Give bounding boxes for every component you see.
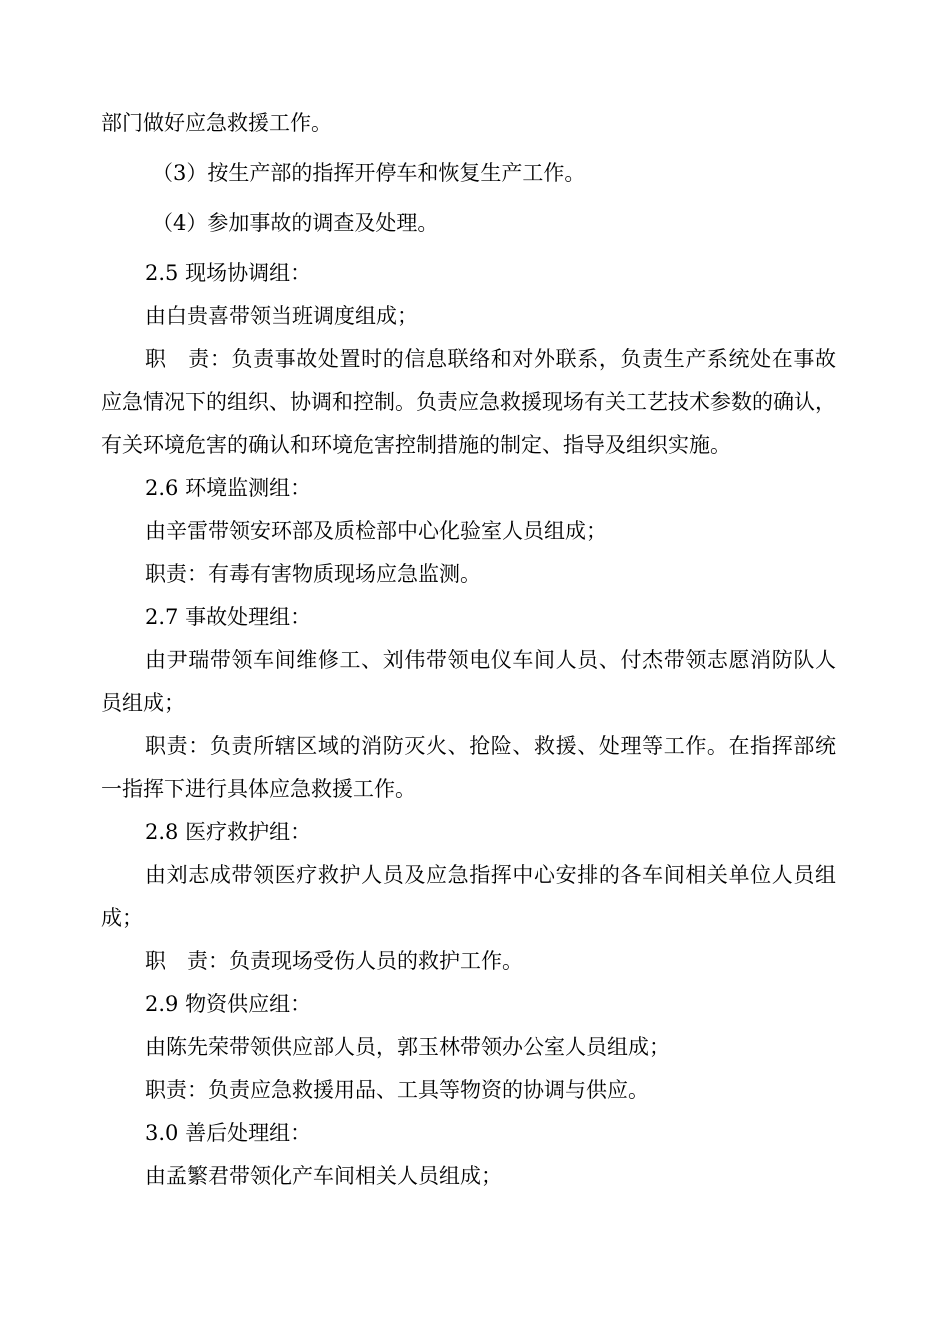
section-heading-3-0: 3.0 善后处理组： — [145, 1121, 312, 1145]
paragraph-item-4: （4）参加事故的调查及处理。 — [152, 211, 439, 235]
section-heading-2-7: 2.7 事故处理组： — [145, 605, 312, 629]
paragraph-duties-2-8: 职 责：负责现场受伤人员的救护工作。 — [145, 949, 523, 973]
section-heading-2-9: 2.9 物资供应组： — [145, 992, 312, 1016]
paragraph-duties-2-9: 职责：负责应急救援用品、工具等物资的协调与供应。 — [145, 1078, 649, 1102]
section-heading-2-8: 2.8 医疗救护组： — [145, 820, 312, 844]
section-heading-2-6: 2.6 环境监测组： — [145, 476, 312, 500]
document-body — [101, 102, 836, 1198]
paragraph-members-2-7: 由尹瑞带领车间维修工、刘伟带领电仪车间人员、付杰带领志愿消防队人员组成； — [101, 648, 836, 715]
paragraph-duties-2-7: 职责：负责所辖区域的消防灭火、抢险、救援、处理等工作。在指挥部统一指挥下进行具体应急救援工作。 — [101, 734, 836, 801]
paragraph-item-3: （3）按生产部的指挥开停车和恢复生产工作。 — [152, 161, 586, 185]
section-heading-2-5: 2.5 现场协调组： — [145, 261, 312, 285]
paragraph-duties-2-6: 职责：有毒有害物质现场应急监测。 — [145, 562, 481, 586]
paragraph-continuation: 部门做好应急救援工作。 — [101, 111, 332, 135]
paragraph-members-2-8: 由刘志成带领医疗救护人员及应急指挥中心安排的各车间相关单位人员组成； — [101, 863, 836, 930]
paragraph-members-2-5: 由白贵喜带领当班调度组成； — [145, 304, 418, 328]
paragraph-duties-2-5: 职 责：负责事故处置时的信息联络和对外联系，负责生产系统处在事故应急情况下的组织、协调和控制。负责应急救援现场有关工艺技术参数的确认，有关环境危害的确认和环境危害控制措施的制定、指导及组织实施。 — [101, 347, 836, 457]
paragraph-members-2-6: 由辛雷带领安环部及质检部中心化验室人员组成； — [145, 519, 607, 543]
paragraph-members-3-0: 由孟繁君带领化产车间相关人员组成； — [145, 1164, 502, 1188]
paragraph-members-2-9: 由陈先荣带领供应部人员，郭玉林带领办公室人员组成； — [145, 1035, 670, 1059]
